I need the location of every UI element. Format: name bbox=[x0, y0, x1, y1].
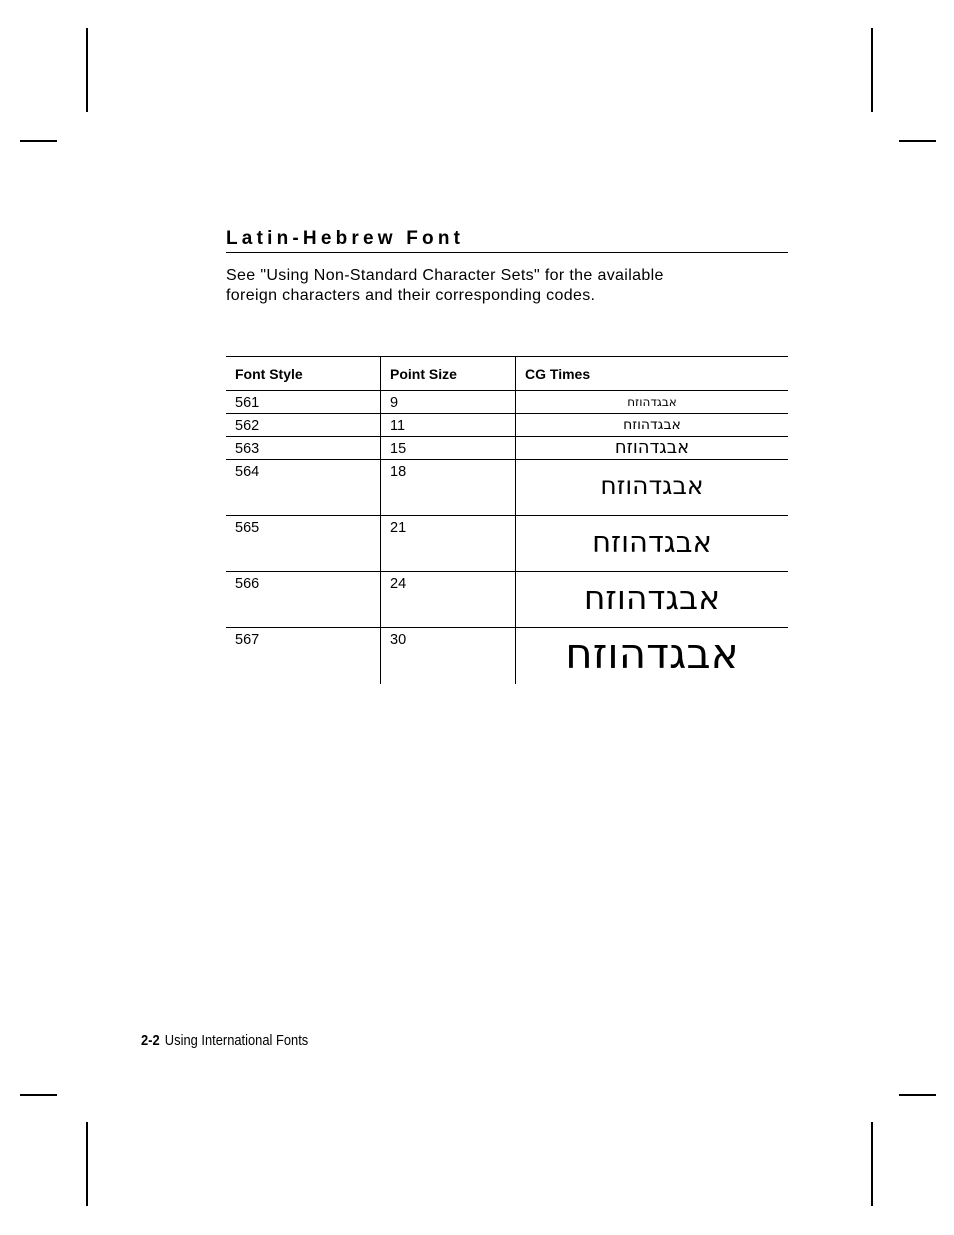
point-size-cell: 11 bbox=[381, 414, 516, 437]
crop-mark-bottom-right-horizontal bbox=[899, 1094, 936, 1096]
header-point-size: Point Size bbox=[381, 357, 516, 391]
crop-mark-top-left-horizontal bbox=[20, 140, 57, 142]
point-size-cell: 9 bbox=[381, 391, 516, 414]
sample-cell: אבגדהוזח bbox=[583, 578, 721, 617]
crop-mark-top-right-vertical bbox=[871, 28, 873, 112]
table-row bbox=[226, 437, 788, 460]
font-style-cell: 564 bbox=[226, 460, 381, 516]
crop-mark-top-right-horizontal bbox=[899, 140, 936, 142]
crop-mark-top-left-vertical bbox=[86, 28, 88, 112]
crop-mark-bottom-right-vertical bbox=[871, 1122, 873, 1206]
sample-cell: אבגדהוזח bbox=[565, 629, 739, 678]
font-style-cell: 562 bbox=[226, 414, 381, 437]
font-style-cell: 565 bbox=[226, 516, 381, 572]
sample-cell: אבגדהוזח bbox=[627, 395, 677, 409]
intro-paragraph bbox=[226, 266, 788, 305]
table-row bbox=[226, 628, 788, 684]
font-style-cell: 563 bbox=[226, 437, 381, 460]
intro-line-2: foreign characters and their corresponding codes. bbox=[226, 286, 596, 304]
point-size-cell: 18 bbox=[381, 460, 516, 516]
header-font-style: Font Style bbox=[226, 357, 381, 391]
title-rule bbox=[226, 252, 788, 253]
font-table bbox=[226, 356, 788, 684]
header-cg-times: CG Times bbox=[525, 365, 591, 382]
table-row bbox=[226, 414, 788, 437]
crop-mark-bottom-left-horizontal bbox=[20, 1094, 57, 1096]
crop-mark-bottom-left-vertical bbox=[86, 1122, 88, 1206]
section-title: Latin-Hebrew Font bbox=[226, 228, 465, 249]
point-size-cell: 24 bbox=[381, 572, 516, 628]
point-size-cell: 30 bbox=[381, 628, 516, 684]
font-style-cell: 566 bbox=[226, 572, 381, 628]
point-size-cell: 15 bbox=[381, 437, 516, 460]
table-row bbox=[226, 572, 788, 628]
font-style-cell: 567 bbox=[226, 628, 381, 684]
point-size-cell: 21 bbox=[381, 516, 516, 572]
sample-cell: אבגדהוזח bbox=[614, 437, 690, 458]
sample-cell: אבגדהוזח bbox=[592, 525, 712, 559]
table-row bbox=[226, 516, 788, 572]
font-style-cell: 561 bbox=[226, 391, 381, 414]
sample-cell: אבגדהוזח bbox=[600, 471, 704, 500]
page-number: 2-2 bbox=[141, 1032, 160, 1049]
table-header-row bbox=[226, 357, 788, 391]
table-row bbox=[226, 391, 788, 414]
intro-line-1: See "Using Non-Standard Character Sets" for the available bbox=[226, 267, 664, 284]
page-footer bbox=[141, 1031, 308, 1051]
table-row bbox=[226, 460, 788, 516]
footer-section-title: Using International Fonts bbox=[164, 1032, 309, 1049]
sample-cell: אבגדהוזח bbox=[623, 417, 681, 433]
